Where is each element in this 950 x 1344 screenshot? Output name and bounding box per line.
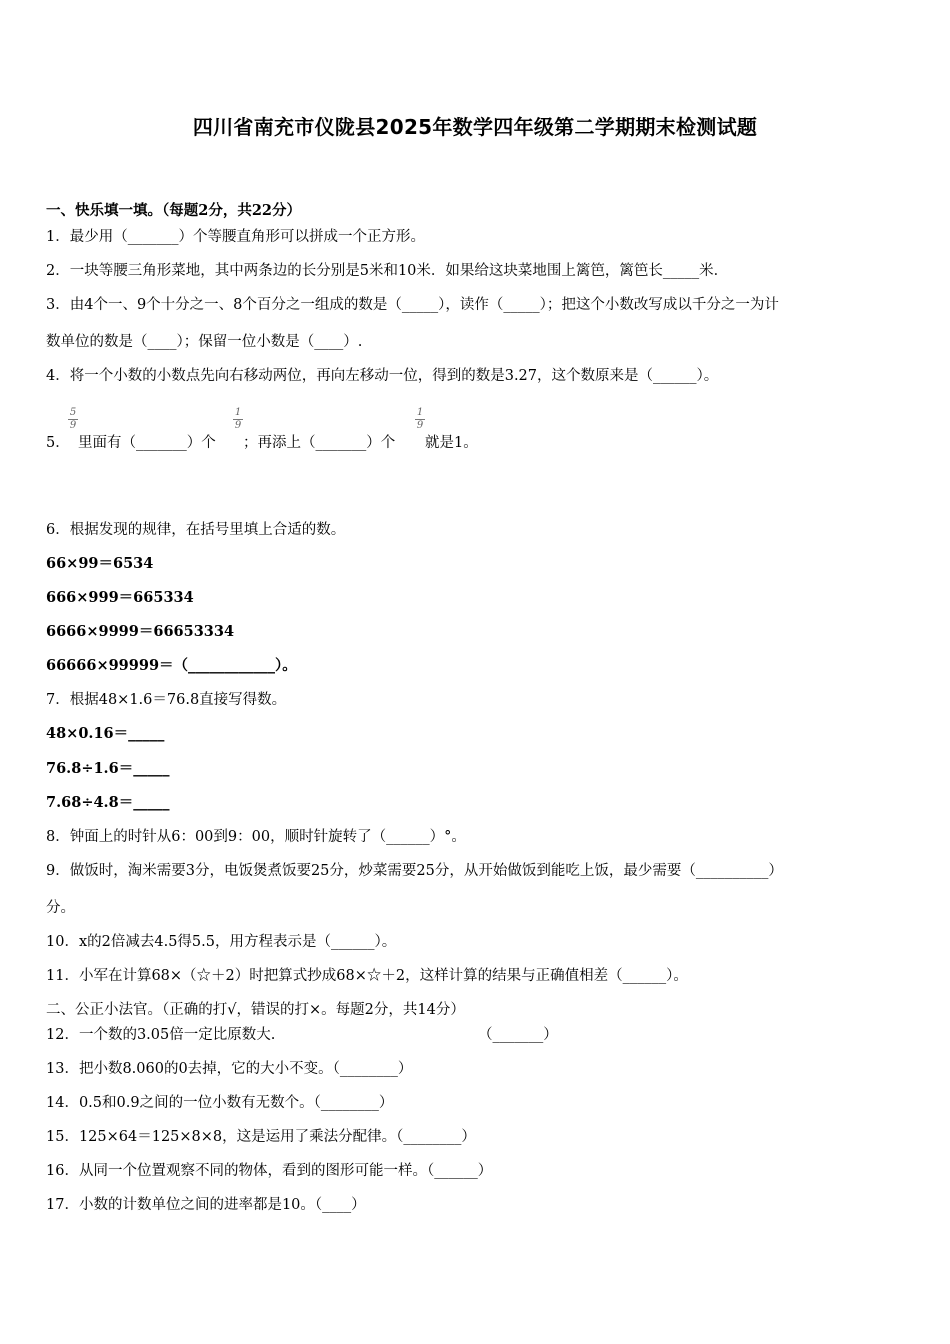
calc-line-2: 76.8÷1.6＝_____: [46, 760, 170, 777]
question-14: 14．0.5和0.9之间的一位小数有无数个。（________）: [46, 1095, 394, 1111]
section-heading-1: 一、快乐填一填。（每题2分，共22分）: [46, 202, 302, 219]
pattern-line-1: 66×99＝6534: [46, 555, 154, 572]
pattern-line-4: 66666×99999＝（____________）。: [46, 657, 297, 674]
question-15: 15．125×64＝125×8×8，这是运用了乘法分配律。（________）: [46, 1129, 476, 1145]
question-6: 6．根据发现的规律，在括号里填上合适的数。: [46, 522, 346, 538]
question-9-line-2: 分。: [46, 900, 75, 916]
question-10: 10．x的2倍减去4.5得5.5，用方程表示是（______）。: [46, 934, 397, 950]
question-5-part-2: ；再添上（_______）个: [243, 435, 396, 451]
question-1: 1．最少用（_______）个等腰直角形可以拼成一个正方形。: [46, 229, 425, 245]
question-5-part-3: 就是1。: [425, 435, 478, 451]
pattern-line-2: 666×999＝665334: [46, 589, 194, 606]
page-title: 四川省南充市仪陇县2025年数学四年级第二学期期末检测试题: [192, 115, 758, 139]
pattern-line-3: 6666×9999＝66653334: [46, 623, 235, 640]
question-5-part-1: 里面有（_______）个: [78, 435, 216, 451]
question-11: 11．小军在计算68×（☆＋2）时把算式抄成68×☆＋2，这样计算的结果与正确值相差（______）。: [46, 968, 688, 984]
question-9-line-1: 9．做饭时，淘米需要3分，电饭煲煮饭要25分，炒菜需要25分，从开始做饭到能吃上饭，最少需要（__________）: [46, 863, 783, 879]
question-17: 17．小数的计数单位之间的进率都是10。（____）: [46, 1197, 366, 1213]
question-12: 12．一个数的3.05倍一定比原数大.: [46, 1027, 276, 1043]
question-3-line-2: 数单位的数是（____）；保留一位小数是（____）.: [46, 334, 363, 350]
fraction-1-9-b: 1 9: [416, 407, 424, 431]
section-heading-2: 二、公正小法官。（正确的打√，错误的打×。每题2分，共14分）: [46, 1002, 465, 1018]
question-4: 4．将一个小数的小数点先向右移动两位，再向左移动一位，得到的数是3.27，这个数原来是（______）。: [46, 368, 719, 384]
question-7: 7．根据48×1.6＝76.8直接写得数。: [46, 692, 287, 708]
question-8: 8．钟面上的时针从6：00到9：00，顺时针旋转了（______）°。: [46, 829, 466, 845]
question-13: 13．把小数8.060的0去掉，它的大小不变。（________）: [46, 1061, 413, 1077]
calc-line-1: 48×0.16＝_____: [46, 725, 165, 742]
question-2: 2．一块等腰三角形菜地，其中两条边的长分别是5米和10米．如果给这块菜地围上篱笆，篱笆长_____米．: [46, 263, 729, 279]
question-16: 16．从同一个位置观察不同的物体，看到的图形可能一样。（______）: [46, 1163, 493, 1179]
calc-line-3: 7.68÷4.8＝_____: [46, 794, 170, 811]
question-12-blank: （_______）: [478, 1027, 558, 1043]
question-5-number: 5．: [46, 435, 70, 451]
fraction-1-9-a: 1 9: [234, 407, 242, 431]
fraction-5-9: 5 9: [69, 407, 77, 431]
question-3-line-1: 3．由4个一、9个十分之一、8个百分之一组成的数是（_____），读作（_____）；把这个小数改写成以千分之一为计: [46, 297, 779, 313]
